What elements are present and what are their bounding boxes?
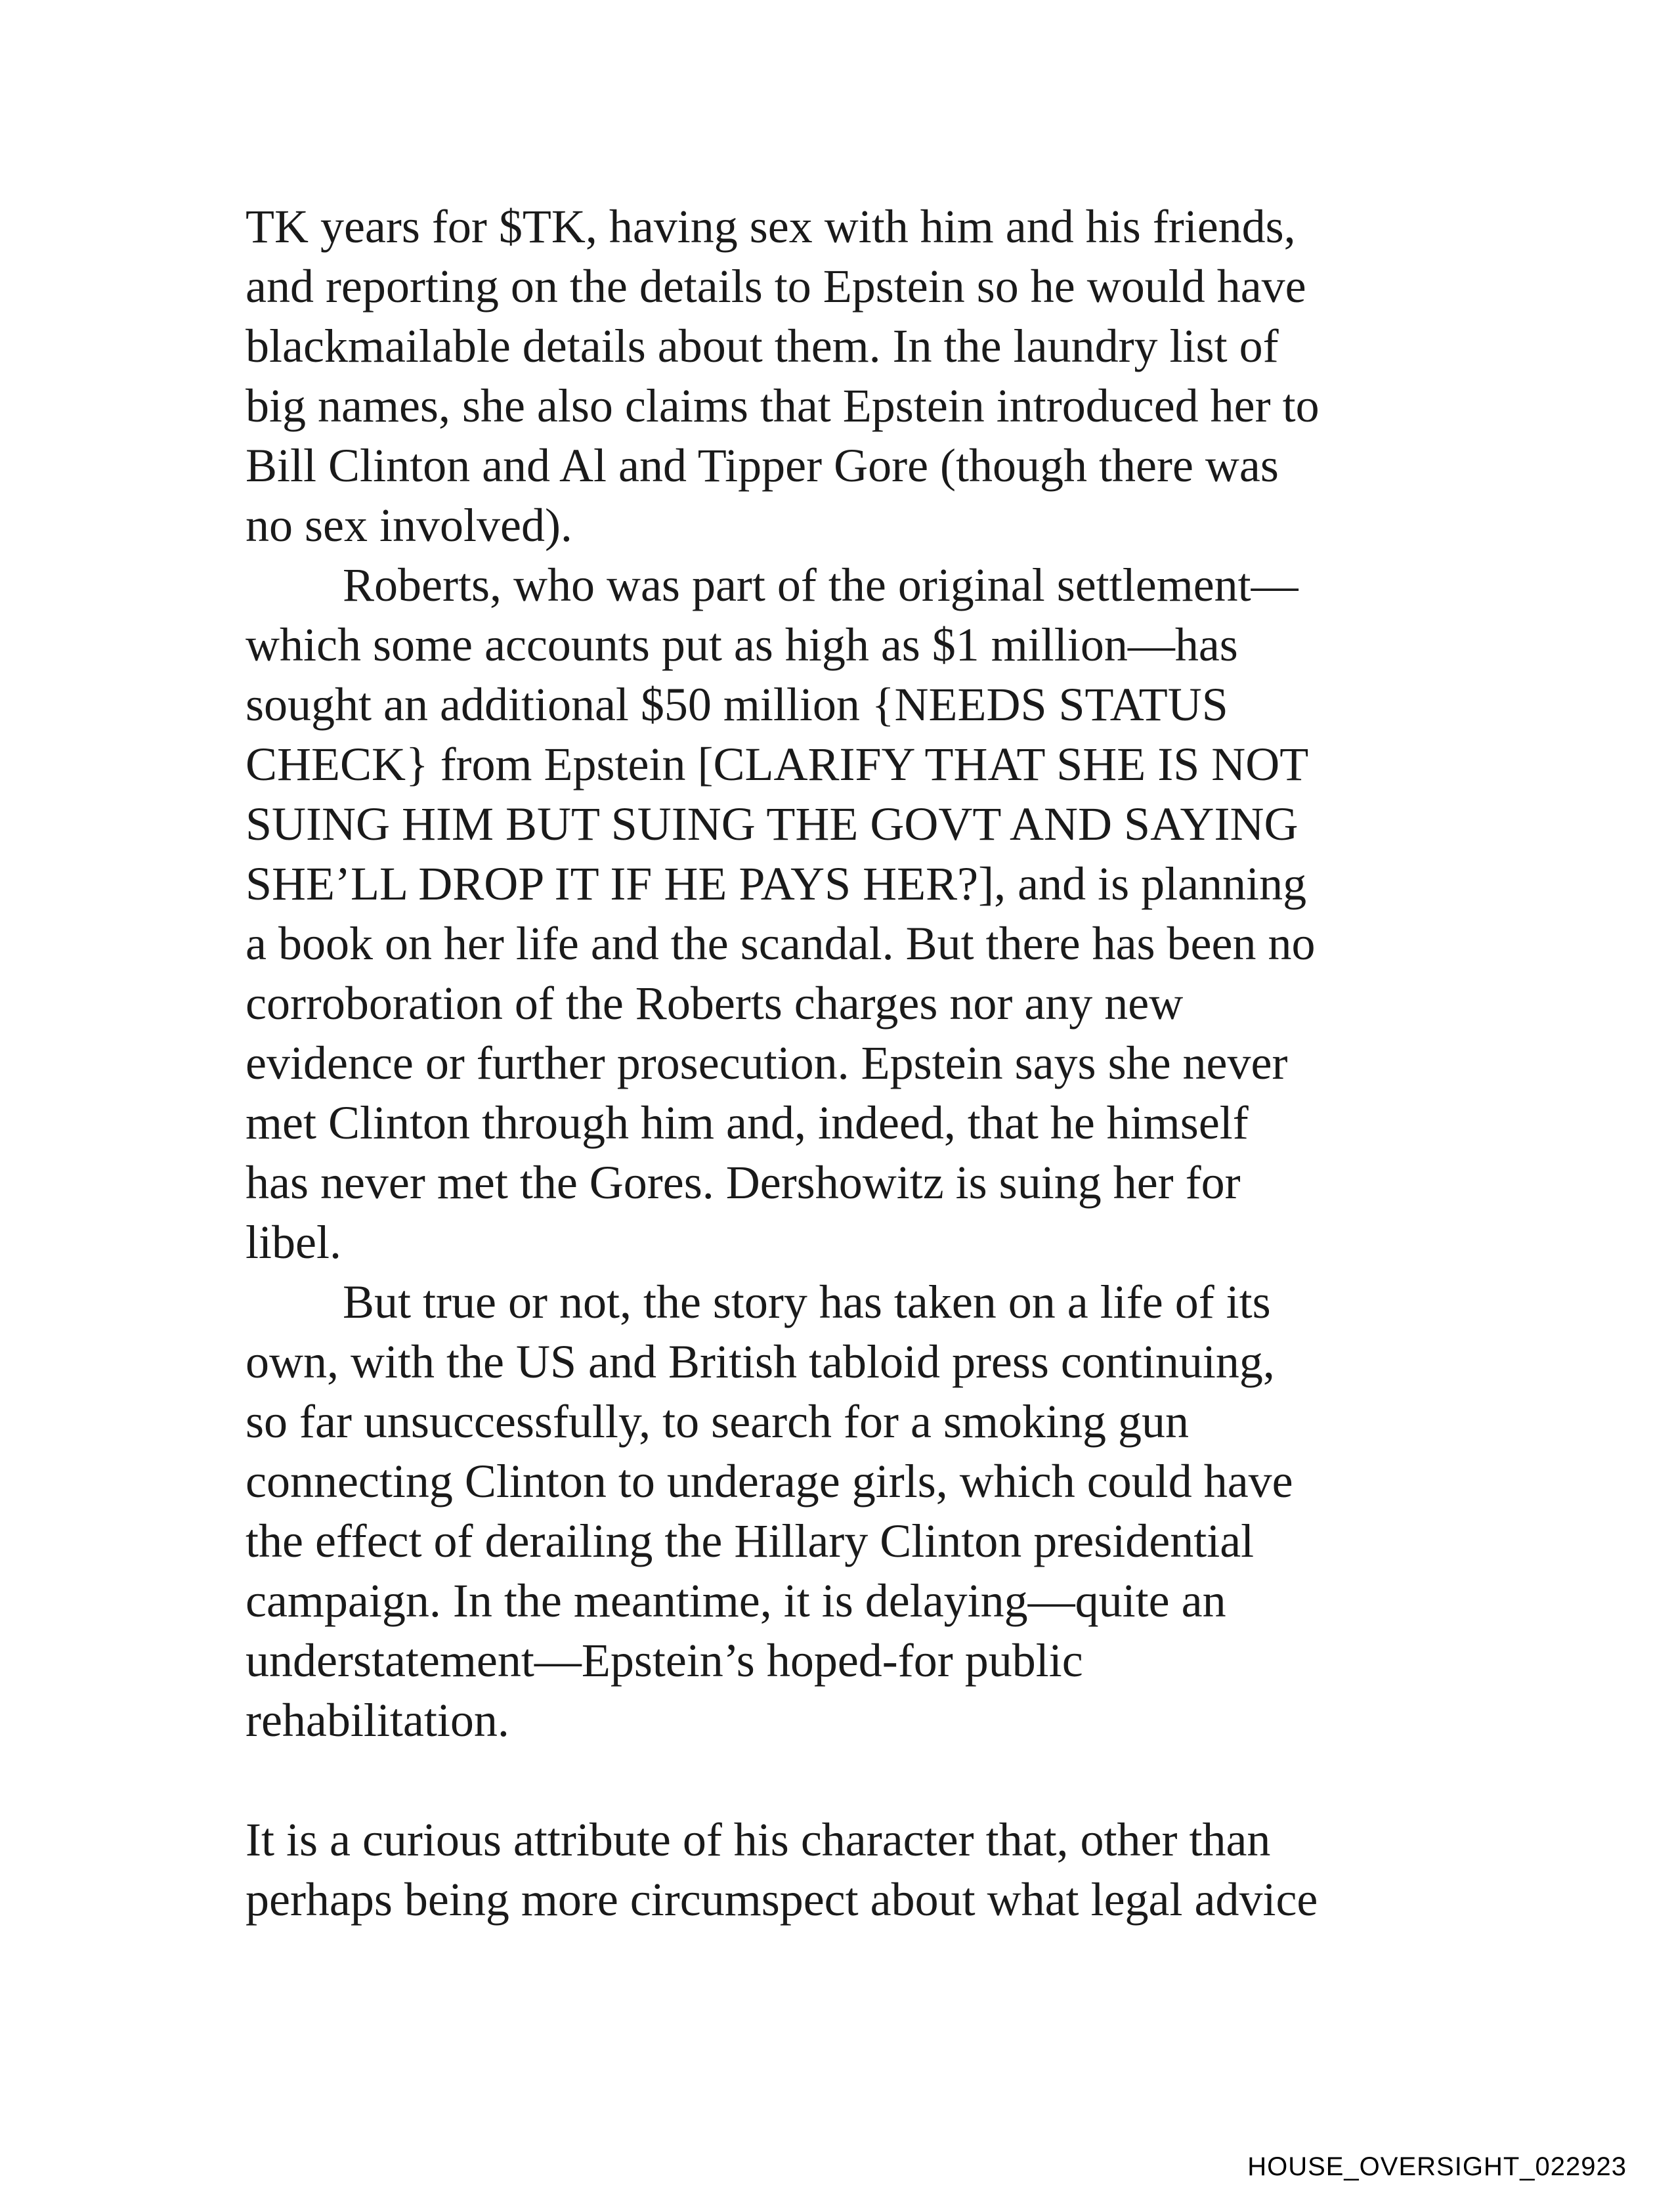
text-line: has never met the Gores. Dershowitz is suing her for <box>246 1156 1241 1209</box>
text-line: understatement—Epstein’s hoped-for public <box>246 1634 1083 1687</box>
text-line: the effect of derailing the Hillary Clinton presidential <box>246 1515 1255 1567</box>
paragraph-4 <box>246 1810 1440 1930</box>
document-body <box>246 197 1440 1930</box>
paragraph-spacer <box>246 1750 1440 1810</box>
text-line: no sex involved). <box>246 499 572 552</box>
text-line: libel. <box>246 1216 341 1269</box>
text-line: a book on her life and the scandal. But there has been no <box>246 917 1316 970</box>
text-line: CHECK} from Epstein [CLARIFY THAT SHE IS NOT <box>246 738 1309 791</box>
text-line: Roberts, who was part of the original settlement— <box>343 559 1298 611</box>
paragraph-3 <box>246 1272 1440 1750</box>
text-line: perhaps being more circumspect about what legal advice <box>246 1873 1318 1926</box>
text-line: met Clinton through him and, indeed, that he himself <box>246 1096 1249 1149</box>
text-line: Bill Clinton and Al and Tipper Gore (though there was <box>246 439 1279 492</box>
bates-number: HOUSE_OVERSIGHT_022923 <box>1247 2152 1627 2181</box>
text-line: evidence or further prosecution. Epstein says she never <box>246 1037 1288 1089</box>
paragraph-2 <box>246 555 1440 1272</box>
paragraph-1 <box>246 197 1440 555</box>
text-line: rehabilitation. <box>246 1694 509 1746</box>
text-line: which some accounts put as high as $1 million—has <box>246 618 1238 671</box>
text-line: connecting Clinton to underage girls, which could have <box>246 1455 1293 1507</box>
text-line: own, with the US and British tabloid press continuing, <box>246 1335 1275 1388</box>
text-line: big names, she also claims that Epstein introduced her to <box>246 380 1320 432</box>
text-line: SUING HIM BUT SUING THE GOVT AND SAYING <box>246 798 1298 850</box>
text-line: campaign. In the meantime, it is delaying—quite an <box>246 1574 1226 1627</box>
text-line: It is a curious attribute of his character that, other than <box>246 1813 1271 1866</box>
text-line: But true or not, the story has taken on a life of its <box>343 1276 1271 1328</box>
text-line: and reporting on the details to Epstein so he would have <box>246 260 1306 313</box>
text-line: so far unsuccessfully, to search for a smoking gun <box>246 1395 1189 1448</box>
text-line: blackmailable details about them. In the laundry list of <box>246 320 1279 372</box>
text-line: sought an additional $50 million {NEEDS STATUS <box>246 678 1228 731</box>
text-line: corroboration of the Roberts charges nor any new <box>246 977 1184 1030</box>
text-line: TK years for $TK, having sex with him and his friends, <box>246 200 1296 253</box>
text-line: SHE’LL DROP IT IF HE PAYS HER?], and is planning <box>246 857 1307 910</box>
